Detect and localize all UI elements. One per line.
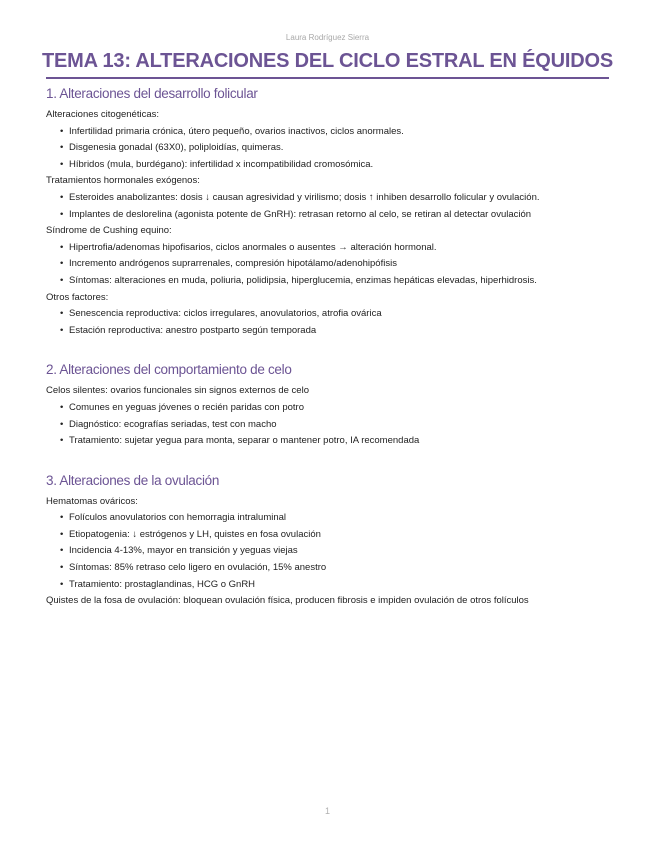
list-item bbox=[58, 433, 616, 450]
bullet-icon: • bbox=[60, 562, 64, 574]
group-label: Síndrome de Cushing equino: bbox=[46, 225, 172, 237]
list-item-text: Diagnóstico: ecografías seriadas, test con macho bbox=[69, 418, 277, 430]
list-item bbox=[58, 560, 616, 577]
page-number: 1 bbox=[324, 806, 330, 816]
bullet-list bbox=[46, 510, 616, 593]
bullet-icon: • bbox=[60, 308, 64, 320]
list-item-text: Infertilidad primaria crónica, útero pequeño, ovarios inactivos, ciclos anormales. bbox=[69, 125, 404, 137]
list-item bbox=[58, 400, 616, 417]
group-label: Celos silentes: ovarios funcionales sin signos externos de celo bbox=[46, 385, 309, 397]
list-item bbox=[58, 207, 616, 224]
bullet-icon: • bbox=[60, 528, 64, 540]
bullet-icon: • bbox=[60, 258, 64, 270]
list-item-text: Implantes de deslorelina (agonista potente de GnRH): retrasan retorno al celo, se retiran al detectar ovulación bbox=[69, 208, 532, 220]
group-label: Hematomas ováricos: bbox=[46, 495, 138, 507]
list-item bbox=[58, 190, 616, 207]
list-item-text: Incidencia 4-13%, mayor en transición y yeguas viejas bbox=[69, 545, 298, 557]
bullet-list bbox=[46, 190, 616, 223]
section-heading: 1. Alteraciones del desarrollo folicular bbox=[46, 86, 258, 101]
list-item-text: Síntomas: alteraciones en muda, poliuria, polidipsia, hiperglucemia, enzimas hepáticas elevadas, hiperhidrosis. bbox=[69, 274, 537, 286]
bullet-list bbox=[46, 400, 616, 450]
list-item-text: Disgenesia gonadal (63X0), poliploidías, quimeras. bbox=[69, 142, 284, 154]
list-item-text: Híbridos (mula, burdégano): infertilidad x incompatibilidad cromosómica. bbox=[69, 158, 374, 170]
bullet-icon: • bbox=[60, 142, 64, 154]
list-item bbox=[58, 157, 616, 174]
group-label: Tratamientos hormonales exógenos: bbox=[46, 175, 200, 187]
section-follicular-development bbox=[46, 84, 616, 339]
bullet-icon: • bbox=[60, 401, 64, 413]
list-item bbox=[58, 256, 616, 273]
bullet-icon: • bbox=[60, 274, 64, 286]
group-label: Quistes de la fosa de ovulación: bloquean ovulación física, producen fibrosis e impiden ovulación de otros folículos bbox=[46, 595, 529, 607]
document-body bbox=[46, 84, 616, 610]
bullet-icon: • bbox=[60, 324, 64, 336]
list-item bbox=[58, 273, 616, 290]
list-item-text: Senescencia reproductiva: ciclos irregulares, anovulatorios, atrofia ovárica bbox=[69, 308, 382, 320]
group-label: Otros factores: bbox=[46, 291, 109, 303]
list-item-text: Etiopatogenia: ↓ estrógenos y LH, quistes en fosa ovulación bbox=[69, 528, 321, 540]
list-item-text: Hipertrofia/adenomas hipofisarios, ciclos anormales o ausentes → alteración hormonal. bbox=[69, 241, 437, 253]
list-item bbox=[58, 140, 616, 157]
list-item bbox=[58, 323, 616, 340]
bullet-icon: • bbox=[60, 125, 64, 137]
bullet-icon: • bbox=[60, 241, 64, 253]
list-item bbox=[58, 527, 616, 544]
list-item bbox=[58, 417, 616, 434]
list-item bbox=[58, 240, 616, 257]
list-item bbox=[58, 124, 616, 141]
section-heading: 3. Alteraciones de la ovulación bbox=[46, 472, 220, 488]
bullet-icon: • bbox=[60, 435, 64, 447]
bullet-list bbox=[46, 306, 616, 339]
group-label: Alteraciones citogenéticas: bbox=[46, 109, 160, 120]
list-item-text: Esteroides anabolizantes: dosis ↓ causan agresividad y virilismo; dosis ↑ inhiben desarrollo folicular y ovulación. bbox=[69, 191, 540, 203]
bullet-icon: • bbox=[60, 578, 64, 590]
bullet-icon: • bbox=[60, 418, 64, 430]
bullet-list bbox=[46, 240, 616, 290]
list-item-text: Incremento andrógenos suprarrenales, compresión hipotálamo/adenohipófisis bbox=[69, 258, 397, 270]
bullet-icon: • bbox=[60, 158, 64, 170]
list-item-text: Estación reproductiva: anestro postparto según temporada bbox=[69, 324, 317, 336]
page-title: TEMA 13: ALTERACIONES DEL CICLO ESTRAL EN ÉQUIDOS bbox=[42, 50, 613, 72]
section-heat-behavior bbox=[46, 360, 616, 449]
author-header: Laura Rodríguez Sierra bbox=[285, 33, 370, 42]
section-ovulation bbox=[46, 471, 616, 610]
list-item-text: Tratamiento: prostaglandinas, HCG o GnRH bbox=[69, 578, 256, 590]
list-item-text: Síntomas: 85% retraso celo ligero en ovulación, 15% anestro bbox=[69, 562, 327, 574]
bullet-icon: • bbox=[60, 208, 64, 220]
title-underline bbox=[46, 77, 609, 79]
bullet-icon: • bbox=[60, 512, 64, 524]
list-item-text: Tratamiento: sujetar yegua para monta, separar o mantener potro, IA recomendada bbox=[69, 435, 420, 447]
list-item bbox=[58, 543, 616, 560]
bullet-icon: • bbox=[60, 191, 64, 203]
bullet-list bbox=[46, 124, 616, 174]
list-item bbox=[58, 577, 616, 594]
list-item bbox=[58, 510, 616, 527]
list-item-text: Comunes en yeguas jóvenes o recién paridas con potro bbox=[69, 401, 305, 413]
list-item bbox=[58, 306, 616, 323]
bullet-icon: • bbox=[60, 545, 64, 557]
list-item-text: Folículos anovulatorios con hemorragia intraluminal bbox=[69, 512, 287, 524]
section-heading: 2. Alteraciones del comportamiento de celo bbox=[46, 362, 292, 378]
